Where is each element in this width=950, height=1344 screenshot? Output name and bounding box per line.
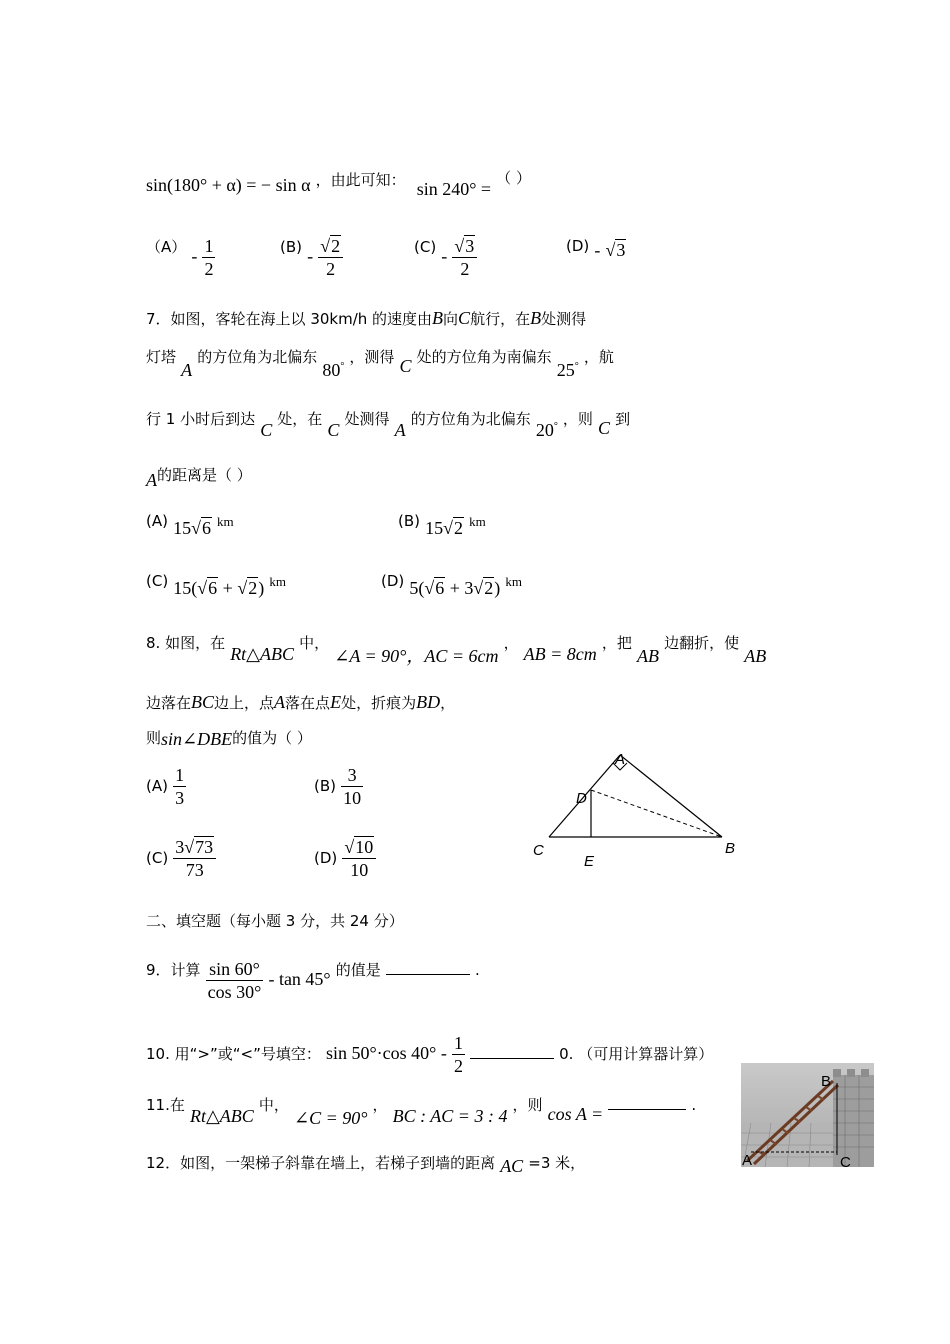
segment-ab: AB <box>744 646 767 666</box>
q10-line <box>146 1032 713 1077</box>
text: ，由此可知： <box>315 171 406 189</box>
option-value: 15(√6 + √2) <box>173 578 265 598</box>
segment-ab <box>620 755 722 837</box>
label-b: B <box>821 1073 832 1090</box>
battlement <box>833 1069 841 1077</box>
label-d: D <box>576 790 587 807</box>
text: 的距离是（ ） <box>157 466 252 484</box>
option-label: (C) <box>414 238 437 256</box>
fraction: $\frac{1}{3}$ <box>175 765 185 808</box>
text: 处测得 <box>541 310 587 328</box>
text: 处的方位角为南偏东 <box>416 348 552 366</box>
q8-triangle-figure <box>525 745 755 875</box>
option-label: (C) <box>146 572 169 590</box>
sin-identity: sin(180° + α) = − sin α <box>146 175 311 195</box>
text: ， <box>372 1096 388 1114</box>
angle-80: 80° <box>322 360 345 380</box>
text: ，测得 <box>349 348 395 366</box>
label-e: E <box>584 853 595 870</box>
minus-sign: - <box>594 240 601 260</box>
option-label: (B) <box>280 238 302 256</box>
text: ， <box>503 634 519 652</box>
unit: km <box>505 574 523 589</box>
text: 8. 如图，在 <box>146 634 226 652</box>
battlement <box>861 1069 869 1077</box>
segment-bc: BC <box>191 692 215 712</box>
text: 落在点 <box>285 694 331 712</box>
option-label: (D) <box>566 237 590 255</box>
condition: AB = 8cm <box>523 644 597 664</box>
triangle-abc: Rt△ABC <box>230 644 295 664</box>
text: 边落在 <box>146 694 192 712</box>
text: 处测得 <box>344 410 390 428</box>
tan-expr: tan 45° <box>278 969 331 989</box>
minus-sign: - <box>307 246 314 266</box>
option-label: （A） <box>146 238 187 256</box>
text: 航行，在 <box>470 310 531 328</box>
q8-line3 <box>146 727 312 748</box>
text: ，航 <box>583 348 614 366</box>
point-a: A <box>146 470 157 490</box>
q6-option-a[interactable] <box>146 235 215 280</box>
text: 12．如图，一架梯子斜靠在墙上，若梯子到墙的距离 <box>146 1154 496 1172</box>
text: 边上，点 <box>214 694 275 712</box>
cos-a-expr: cos A = <box>547 1104 604 1124</box>
angle-20: 20° <box>535 420 558 440</box>
point-c: C <box>458 308 471 328</box>
text: 处，折痕为 <box>341 694 417 712</box>
q6-option-d[interactable] <box>566 237 626 261</box>
text: 中， <box>258 1096 289 1114</box>
minus-sign: - <box>191 246 198 266</box>
q7-option-a[interactable] <box>146 510 234 538</box>
angle-25: 25° <box>556 360 579 380</box>
battlement <box>847 1069 855 1077</box>
point-a: A <box>394 420 406 440</box>
q8-line2 <box>146 692 455 713</box>
q7-line3 <box>146 408 631 440</box>
text: 的值是 <box>335 961 381 979</box>
answer-blank[interactable] <box>470 1058 554 1059</box>
condition: BC : AC = 3 : 4 <box>392 1106 508 1126</box>
q7-option-b[interactable] <box>398 510 486 538</box>
sqrt-value: √3 <box>605 240 626 260</box>
text: 0. （可用计算器计算） <box>559 1045 714 1063</box>
text: 10. 用“>”或“<”号填空： <box>146 1045 321 1063</box>
q8-option-a[interactable] <box>146 764 186 809</box>
unit: km <box>217 514 234 529</box>
text: 边翻折，使 <box>664 634 740 652</box>
text: 中， <box>299 634 330 652</box>
option-value: 15√2 <box>425 518 463 538</box>
text: 向 <box>443 310 459 328</box>
answer-blank[interactable] <box>386 974 470 975</box>
q7-option-c[interactable] <box>146 570 286 598</box>
point-c: C <box>598 418 611 438</box>
option-label: (B) <box>398 512 420 530</box>
fraction: $\frac{√2}{2}$ <box>318 235 343 280</box>
text: =3 米， <box>528 1154 586 1172</box>
answer-paren: （ ） <box>496 169 531 187</box>
condition: ∠C = 90° <box>294 1108 368 1128</box>
fraction: $\frac{\sin 60^\circ}{\cos 30^\circ}$ <box>207 959 262 1002</box>
minus-sign: - <box>441 246 448 266</box>
q7-line4 <box>146 464 252 490</box>
fraction: $\frac{3}{10}$ <box>343 765 362 808</box>
option-label: (D) <box>314 849 338 867</box>
segment-bd: BD <box>416 692 441 712</box>
q9-line <box>146 958 480 1003</box>
q8-option-b[interactable] <box>314 764 363 809</box>
point-a: A <box>274 692 286 712</box>
condition: ∠A = 90°，AC = 6cm <box>334 646 499 666</box>
text: . <box>691 1096 697 1114</box>
text: 11.在 <box>146 1096 185 1114</box>
q8-option-d[interactable] <box>314 836 376 881</box>
text: ，则 <box>562 410 593 428</box>
text: ，则 <box>512 1096 543 1114</box>
point-c: C <box>260 420 273 440</box>
q7-line1 <box>146 308 586 329</box>
top-formula-line <box>146 169 531 199</box>
unit: km <box>269 574 286 589</box>
text: 的值为（ ） <box>232 729 312 747</box>
label-c: C <box>840 1154 851 1167</box>
point-b: B <box>432 308 444 328</box>
sin-cos-expr: sin 50°·cos 40° - <box>325 1043 447 1063</box>
q6-option-b[interactable] <box>280 235 343 280</box>
text: 处，在 <box>277 410 323 428</box>
option-label: (D) <box>381 572 405 590</box>
triangle-abc: Rt△ABC <box>189 1106 254 1126</box>
option-label: (A) <box>146 512 168 530</box>
label-b: B <box>725 840 736 857</box>
fraction: $\frac{1}{2}$ <box>204 236 214 279</box>
fraction: $\frac{1}{2}$ <box>453 1033 463 1076</box>
text: ， <box>440 694 456 712</box>
text: 9．计算 <box>146 961 201 979</box>
option-label: (C) <box>146 849 169 867</box>
label-a: A <box>615 751 626 768</box>
point-b: B <box>530 308 542 328</box>
option-value: 15√6 <box>173 518 211 538</box>
q12-line <box>146 1152 586 1176</box>
point-a: A <box>181 360 193 380</box>
text: . <box>474 961 480 979</box>
q6-option-c[interactable] <box>414 235 477 280</box>
fraction: $\frac{3√73}{73}$ <box>173 836 216 881</box>
q7-option-d[interactable] <box>381 570 523 598</box>
label-c: C <box>533 842 544 859</box>
sin240-expr: sin 240° = <box>416 179 492 199</box>
minus-sign: - <box>268 969 279 989</box>
point-c: C <box>399 356 412 376</box>
q7-line2 <box>146 346 614 380</box>
unit: km <box>469 514 486 529</box>
fraction: $\frac{√3}{2}$ <box>452 235 477 280</box>
text: ，把 <box>601 634 632 652</box>
sin-dbe: sin∠DBE <box>161 729 233 749</box>
text: 7．如图，客轮在海上以 30km/h 的速度由 <box>146 310 433 328</box>
text: 到 <box>615 410 631 428</box>
q8-option-c[interactable] <box>146 836 216 881</box>
point-c: C <box>327 420 340 440</box>
text: 行 1 小时后到达 <box>146 410 256 428</box>
text: 则 <box>146 729 162 747</box>
point-e: E <box>330 692 342 712</box>
segment-ac: AC <box>500 1156 524 1176</box>
ladder-wall-figure <box>741 1063 874 1167</box>
option-label: (B) <box>314 777 336 795</box>
answer-blank[interactable] <box>608 1109 686 1110</box>
text: 灯塔 <box>146 348 177 366</box>
segment-ab: AB <box>637 646 659 666</box>
q8-line1 <box>146 628 767 666</box>
text: 的方位角为北偏东 <box>410 410 531 428</box>
option-value: 5(√6 + 3√2) <box>409 578 501 598</box>
section-fill-in-title: 二、填空题（每小题 3 分，共 24 分） <box>146 912 404 930</box>
text: 的方位角为北偏东 <box>197 348 318 366</box>
fold-line-bd <box>591 790 722 837</box>
label-a: A <box>742 1152 753 1167</box>
q11-line <box>146 1094 697 1128</box>
option-label: (A) <box>146 777 168 795</box>
fraction: $\frac{√10}{10}$ <box>342 836 376 881</box>
